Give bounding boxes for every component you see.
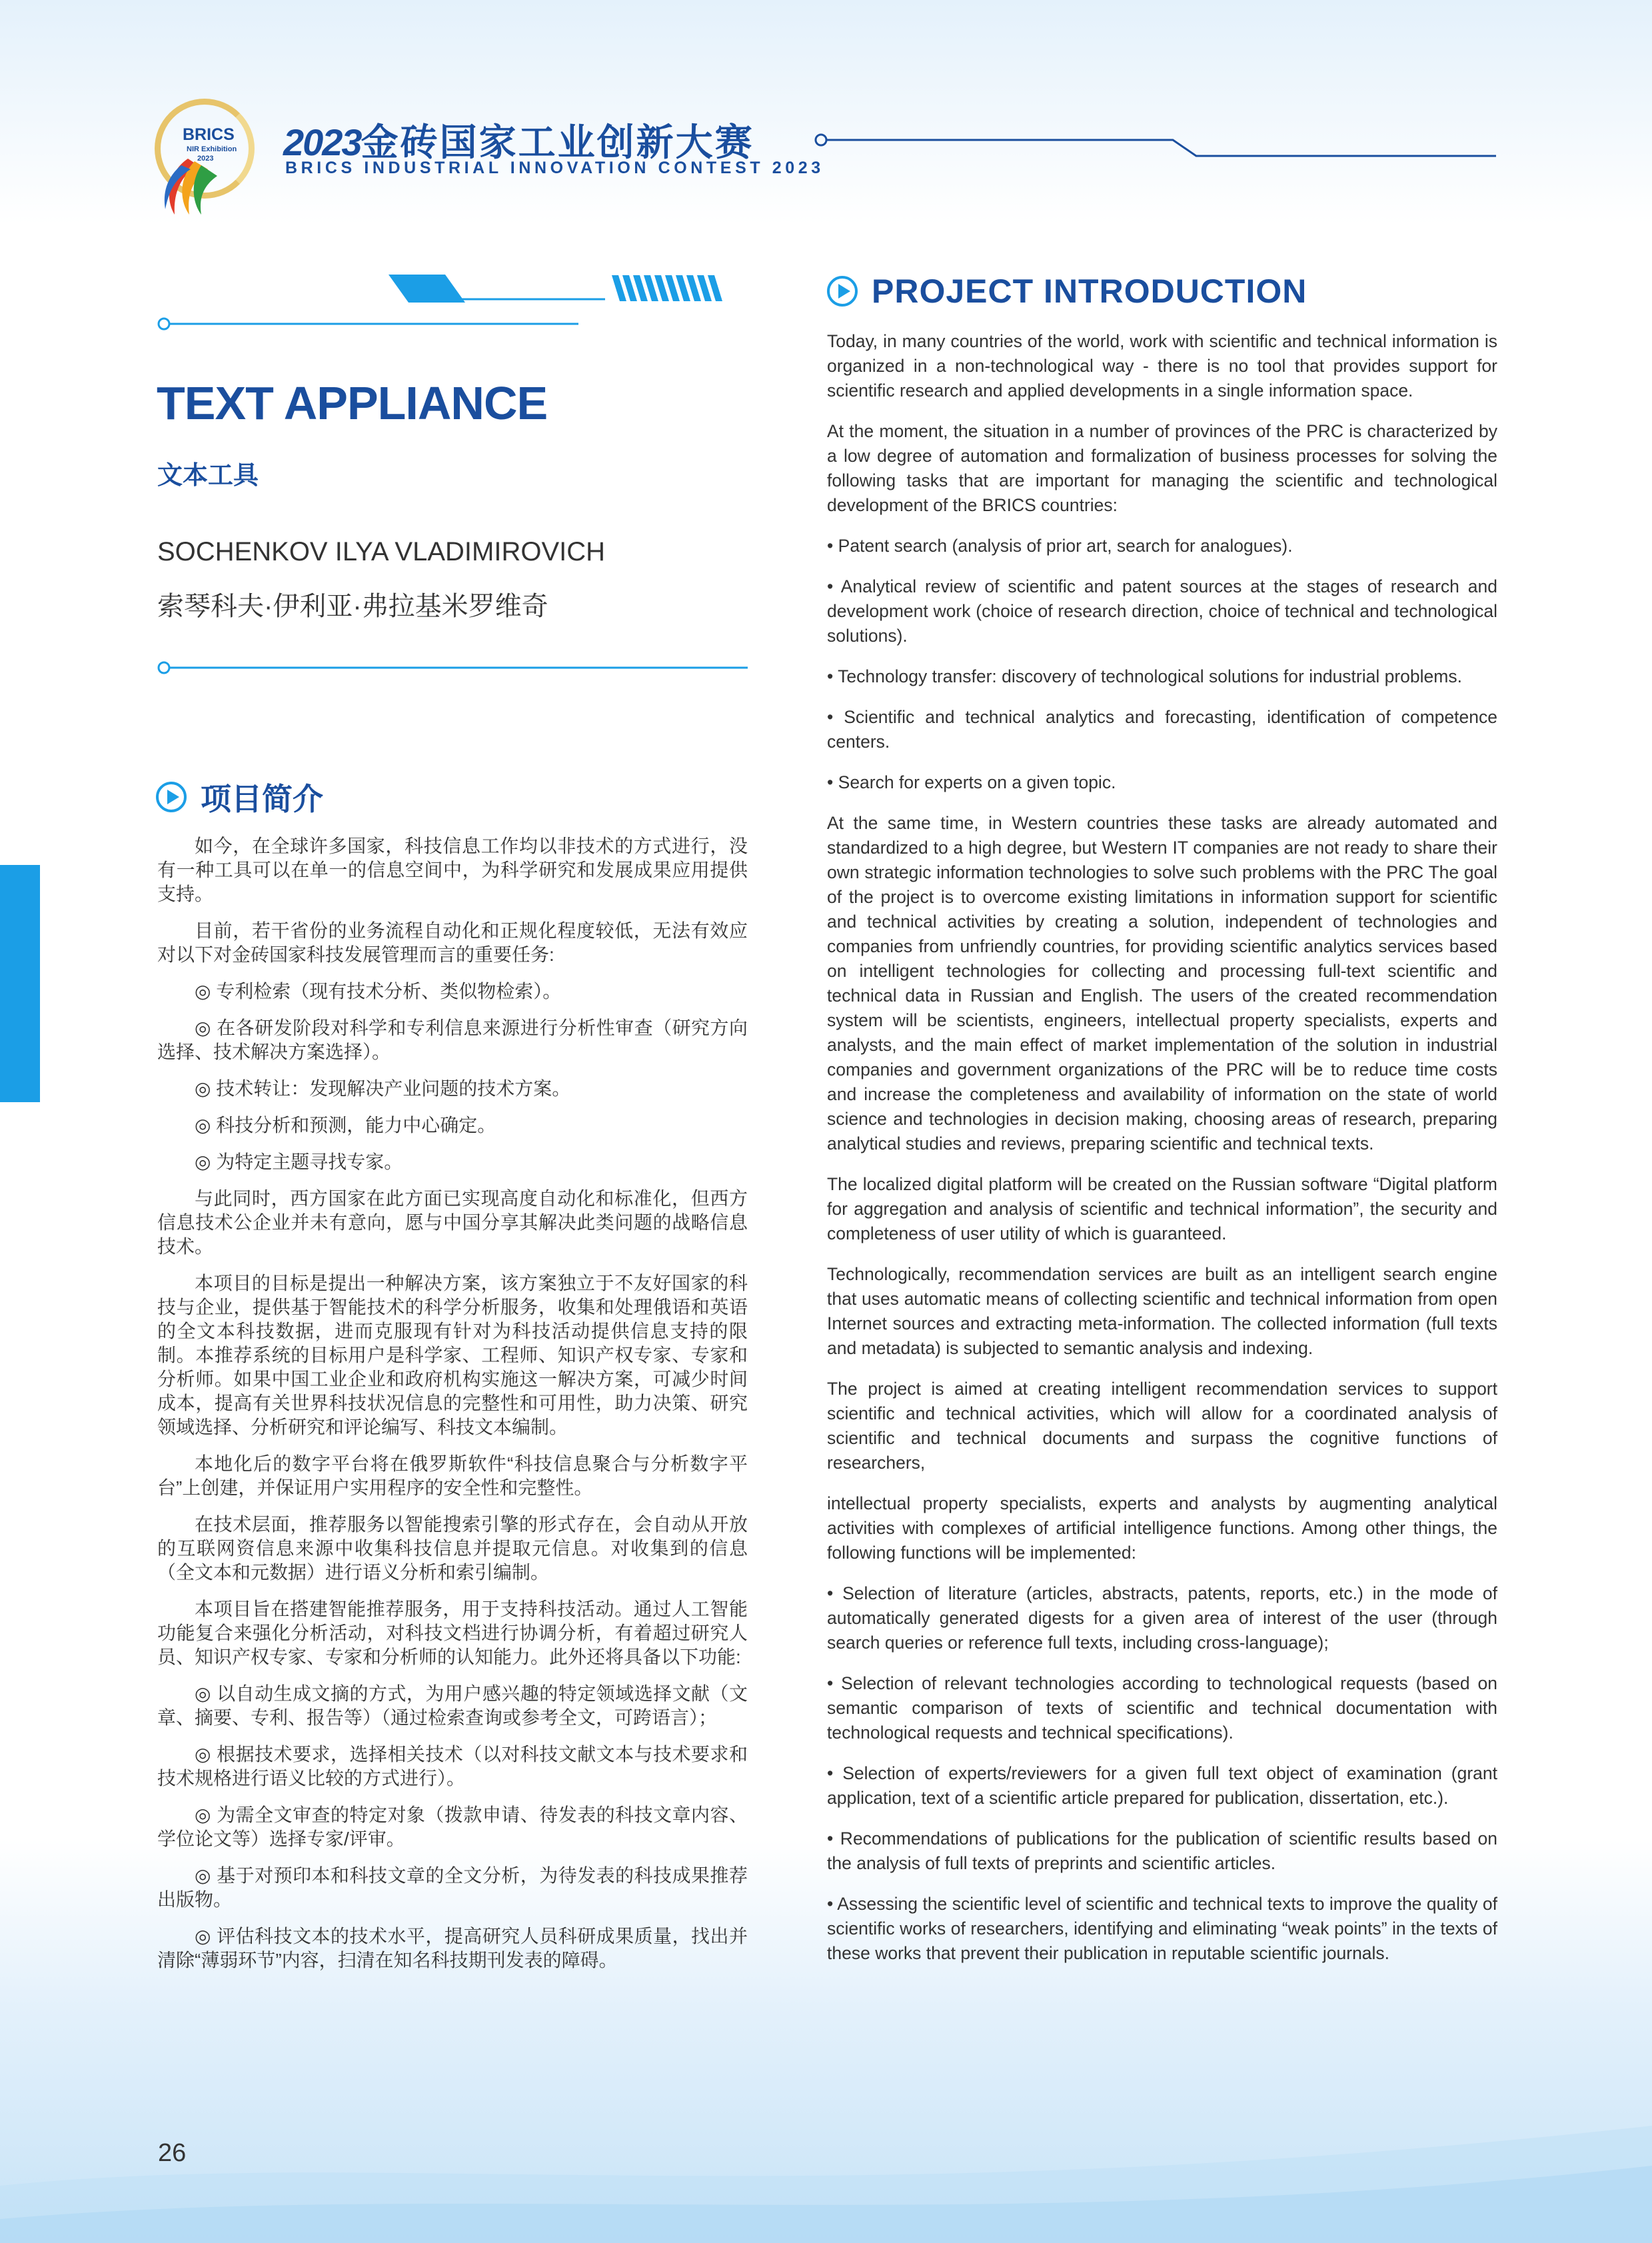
section-heading-cn-text: 项目简介: [201, 782, 323, 816]
intro-en-paragraph: At the moment, the situation in a number of provinces of the PRC is characterized by a low degree of automation and formalization of business processes for solving the following tasks that are important for managing the scientific and technological development of the BRICS countries:: [827, 421, 1497, 515]
intro-cn-paragraph: ◎ 评估科技文本的技术水平，提高研究人员科研成果质量，找出并清除“薄弱环节”内容，扫清在知名科技期刊发表的障碍。: [157, 1926, 748, 1970]
intro-en-paragraph: • Technology transfer: discovery of technological solutions for industrial problems.: [827, 666, 1462, 686]
contest-year: 2023: [283, 121, 361, 163]
intro-en-paragraph: • Selection of experts/reviewers for a given full text object of examination (grant application, text of a scientific article prepared for publication, dissertation, etc.).: [827, 1763, 1497, 1808]
author-name-en: SOCHENKOV ILYA VLADIMIROVICH: [157, 537, 606, 566]
section-heading-en-text: PROJECT INTRODUCTION: [872, 273, 1307, 310]
intro-cn-paragraph: 目前，若干省份的业务流程自动化和正规化程度较低，无法有效应对以下对金砖国家科技发展管理而言的重要任务:: [157, 920, 748, 965]
intro-cn-paragraph: ◎ 科技分析和预测，能力中心确定。: [195, 1115, 496, 1135]
intro-cn-paragraph: 与此同时，西方国家在此方面已实现高度自动化和标准化，但西方信息技术公企业并未有意向，愿与中国分享其解决此类问题的战略信息技术。: [157, 1188, 748, 1257]
stripe-decoration: [152, 270, 752, 333]
logo-flame-icon: [161, 145, 221, 216]
author-name-cn: 索琴科夫·伊利亚·弗拉基米罗维奇: [157, 592, 548, 621]
section-divider: [155, 660, 751, 676]
intro-cn-paragraph: 本地化后的数字平台将在俄罗斯软件“科技信息聚合与分析数字平台”上创建，并保证用户实用程序的安全性和完整性。: [157, 1453, 748, 1498]
intro-en-paragraph: Technologically, recommendation services are built as an intelligent search engine that uses automatic means of collecting scientific and technical information from open Internet sources and extracting meta-information. The collected information (full texts and metadata) is subjected to semantic analysis and indexing.: [827, 1264, 1497, 1358]
intro-en-paragraph: • Scientific and technical analytics and forecasting, identification of competence centers.: [827, 707, 1497, 752]
intro-cn-paragraph: 如今，在全球许多国家，科技信息工作均以非技术的方式进行，没有一种工具可以在单一的信息空间中，为科学研究和发展成果应用提供支持。: [157, 836, 748, 904]
intro-en-text: [827, 329, 1497, 1982]
intro-en-paragraph: • Selection of literature (articles, abstracts, patents, reports, etc.) in the mode of automatically generated digests for a given area of interest of the user (through search queries or reference full texts, including cross-language);: [827, 1583, 1497, 1653]
intro-en-paragraph: • Analytical review of scientific and patent sources at the stages of research and development work (choice of research direction, choice of technical and technological solutions).: [827, 576, 1497, 646]
section-heading-cn: [155, 775, 323, 819]
logo-year-text: 2023: [197, 155, 214, 163]
intro-cn-paragraph: ◎ 专利检索（现有技术分析、类似物检索）。: [195, 981, 562, 1002]
intro-en-paragraph: At the same time, in Western countries these tasks are already automated and standardized to a high degree, but Western IT companies are not ready to share their own strategic information technologies to solve such problems with the PRC The goal of the project is to overcome existing limitations in information support for scientific and technical activities by creating a solution, independent of technologies and companies from unfriendly countries, for providing scientific analytics services based on intelligent technologies for collecting and processing full-text scientific and technical data in Russian and English. The users of the created recommendation system will be scientists, engineers, intellectual property specialists, experts and analysts, and the main effect of market implementation of the solution in industrial companies and government organizations of the PRC will be to reduce time costs and increase the completeness and availability of information on the state of world science and technologies in decision making, choosing areas of research, preparing analytical studies and reviews, preparing scientific and technical texts.: [827, 813, 1497, 1153]
intro-en-paragraph: • Selection of relevant technologies according to technological requests (based on semantic comparison of texts of scientific and technical documentation with technological requests and technical specifications).: [827, 1673, 1497, 1743]
intro-en-paragraph: • Patent search (analysis of prior art, search for analogues).: [827, 536, 1293, 556]
intro-cn-paragraph: ◎ 以自动生成文摘的方式，为用户感兴趣的特定领域选择文献（文章、摘要、专利、报告等）（通过检索查询或参考全文，可跨语言）；: [157, 1683, 748, 1728]
intro-cn-paragraph: ◎ 技术转让：发现解决产业问题的技术方案。: [195, 1078, 571, 1099]
project-title-cn: 文本工具: [157, 462, 259, 490]
logo-nir-text: NIR Exhibition: [187, 145, 237, 153]
intro-cn-paragraph: ◎ 为特定主题寻找专家。: [195, 1151, 403, 1172]
intro-cn-paragraph: 本项目的目标是提出一种解决方案，该方案独立于不友好国家的科技与企业，提供基于智能技术的科学分析服务，收集和处理俄语和英语的全文本科技数据，进而克服现有针对为科技活动提供信息支持的限制。本推荐系统的目标用户是科学家、工程师、知识产权专家、专家和分析师。如果中国工业企业和政府机构实施这一解决方案，可减少时间成本，提高有关世界科技状况信息的完整性和可用性，助力决策、研究领域选择、分析研究和评论编写、科技文本编制。: [157, 1273, 748, 1437]
logo-brics-text: BRICS: [183, 125, 235, 144]
intro-en-paragraph: The project is aimed at creating intelligent recommendation services to support scientific and technical activities, which will allow for a coordinated analysis of scientific and technical documents and surpass the cognitive functions of researchers,: [827, 1379, 1497, 1473]
section-heading-en: [826, 272, 1307, 311]
intro-en-paragraph: intellectual property specialists, experts and analysts by augmenting analytical activities with complexes of artificial intelligence functions. Among other things, the following functions will be implemented:: [827, 1493, 1497, 1563]
intro-cn-paragraph: 本项目旨在搭建智能推荐服务，用于支持科技活动。通过人工智能功能复合来强化分析活动，对科技文档进行协调分析，有着超过研究人员、知识产权专家、专家和分析师的认知能力。此外还将具备以下功能:: [157, 1599, 748, 1667]
contest-subtitle: BRICS INDUSTRIAL INNOVATION CONTEST 2023: [285, 159, 824, 177]
project-title-en: TEXT APPLIANCE: [157, 377, 548, 429]
intro-cn-text: [157, 834, 748, 1985]
intro-en-paragraph: Today, in many countries of the world, work with scientific and technical information is organized in a non-technological way - there is no tool that provides support for scientific research and applied developments in a single information space.: [827, 331, 1497, 400]
play-icon: [155, 781, 187, 813]
intro-en-paragraph: • Search for experts on a given topic.: [827, 772, 1116, 792]
header-line-decoration: [813, 131, 1499, 164]
intro-cn-paragraph: ◎ 根据技术要求，选择相关技术（以对科技文献文本与技术要求和技术规格进行语义比较的方式进行）。: [157, 1744, 748, 1789]
play-icon: [826, 275, 858, 307]
intro-cn-paragraph: ◎ 基于对预印本和科技文章的全文分析，为待发表的科技成果推荐出版物。: [157, 1865, 748, 1910]
intro-en-paragraph: The localized digital platform will be created on the Russian software “Digital platform for aggregation and analysis of scientific and technical information”, the security and completeness of user utility of which is guaranteed.: [827, 1174, 1497, 1243]
brics-logo: [155, 99, 261, 216]
intro-cn-paragraph: ◎ 为需全文审查的特定对象（拨款申请、待发表的科技文章内容、学位论文等）选择专家/评审。: [157, 1805, 748, 1849]
intro-cn-paragraph: 在技术层面，推荐服务以智能搜索引擎的形式存在，会自动从开放的互联网资信息来源中收集科技信息并提取元信息。对收集到的信息（全文本和元数据）进行语义分析和索引编制。: [157, 1514, 748, 1583]
intro-en-paragraph: • Recommendations of publications for the publication of scientific results based on the analysis of full texts of preprints and scientific articles.: [827, 1829, 1497, 1873]
bottom-wave-decoration: [0, 2066, 1652, 2243]
intro-cn-paragraph: ◎ 在各研发阶段对科学和专利信息来源进行分析性审查（研究方向选择、技术解决方案选择）。: [157, 1018, 748, 1062]
contest-title-cn: 金砖国家工业创新大赛: [361, 121, 754, 163]
side-tab-marker: [0, 865, 40, 1102]
page-number: 26: [158, 2139, 187, 2167]
intro-en-paragraph: • Assessing the scientific level of scientific and technical texts to improve the quality of scientific works of researchers, identifying and eliminating “weak points” in the texts of these works that prevent their publication in reputable scientific journals.: [827, 1894, 1497, 1963]
